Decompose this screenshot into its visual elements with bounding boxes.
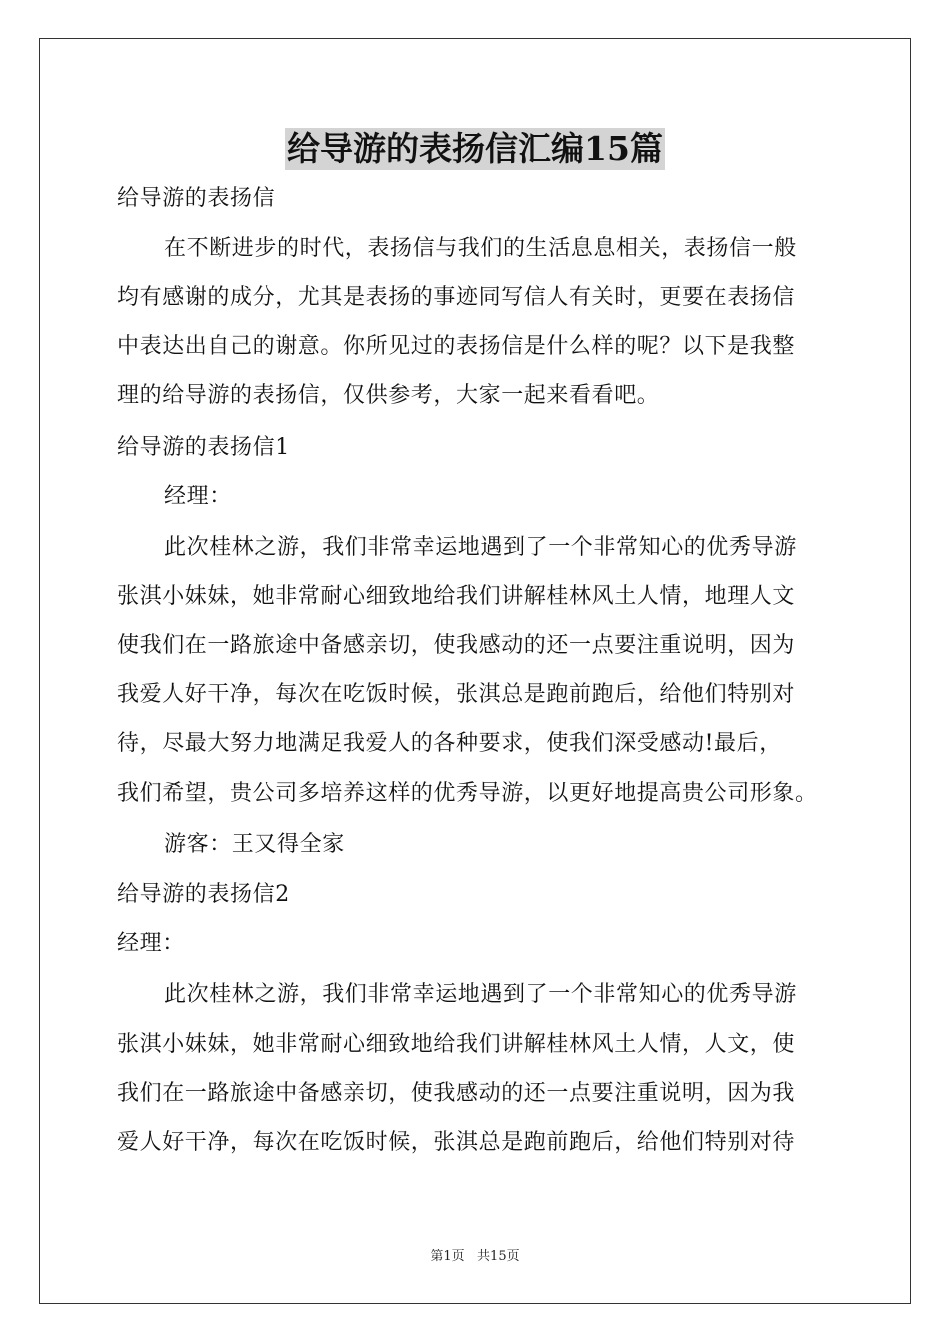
paragraph-line: 张淇小妹妹，她非常耐心细致地给我们讲解桂林风土人情，人文，使 bbox=[117, 1032, 796, 1057]
paragraph-line: 张淇小妹妹，她非常耐心细致地给我们讲解桂林风土人情，地理人文 bbox=[117, 584, 796, 609]
paragraph-line: 在不断进步的时代，表扬信与我们的生活息息相关，表扬信一般 bbox=[164, 236, 797, 261]
paragraph-line: 我们希望，贵公司多培养这样的优秀导游，以更好地提高贵公司形象。 bbox=[117, 781, 818, 806]
paragraph-line: 使我们在一路旅途中备感亲切，使我感动的还一点要注重说明，因为 bbox=[117, 633, 796, 658]
section-heading: 给导游的表扬信1 bbox=[117, 435, 290, 460]
page-border bbox=[39, 38, 911, 1304]
paragraph-line: 我爱人好干净，每次在吃饭时候，张淇总是跑前跑后，给他们特别对 bbox=[117, 682, 796, 707]
section-heading: 给导游的表扬信2 bbox=[117, 882, 290, 907]
signature: 游客：王又得全家 bbox=[164, 832, 345, 857]
paragraph-line: 爱人好干净，每次在吃饭时候，张淇总是跑前跑后，给他们特别对待 bbox=[117, 1130, 796, 1155]
paragraph-line: 我们在一路旅途中备感亲切，使我感动的还一点要注重说明，因为我 bbox=[117, 1081, 796, 1106]
document-title: 给导游的表扬信汇编15篇 bbox=[287, 129, 663, 168]
paragraph-line: 理的给导游的表扬信，仅供参考，大家一起来看看吧。 bbox=[117, 383, 660, 408]
title-container bbox=[0, 128, 950, 170]
section-heading: 给导游的表扬信 bbox=[117, 186, 276, 211]
paragraph-line: 此次桂林之游，我们非常幸运地遇到了一个非常知心的优秀导游 bbox=[164, 982, 797, 1007]
salutation: 经理： bbox=[164, 484, 232, 509]
page-number-footer: 第1页 共15页 bbox=[430, 1249, 520, 1264]
paragraph-line: 中表达出自己的谢意。你所见过的表扬信是什么样的呢？以下是我整 bbox=[117, 334, 796, 359]
salutation: 经理： bbox=[117, 931, 185, 956]
paragraph-line: 待，尽最大努力地满足我爱人的各种要求，使我们深受感动!最后， bbox=[117, 731, 782, 756]
paragraph-line: 此次桂林之游，我们非常幸运地遇到了一个非常知心的优秀导游 bbox=[164, 535, 797, 560]
paragraph-line: 均有感谢的成分，尤其是表扬的事迹同写信人有关时，更要在表扬信 bbox=[117, 285, 796, 310]
